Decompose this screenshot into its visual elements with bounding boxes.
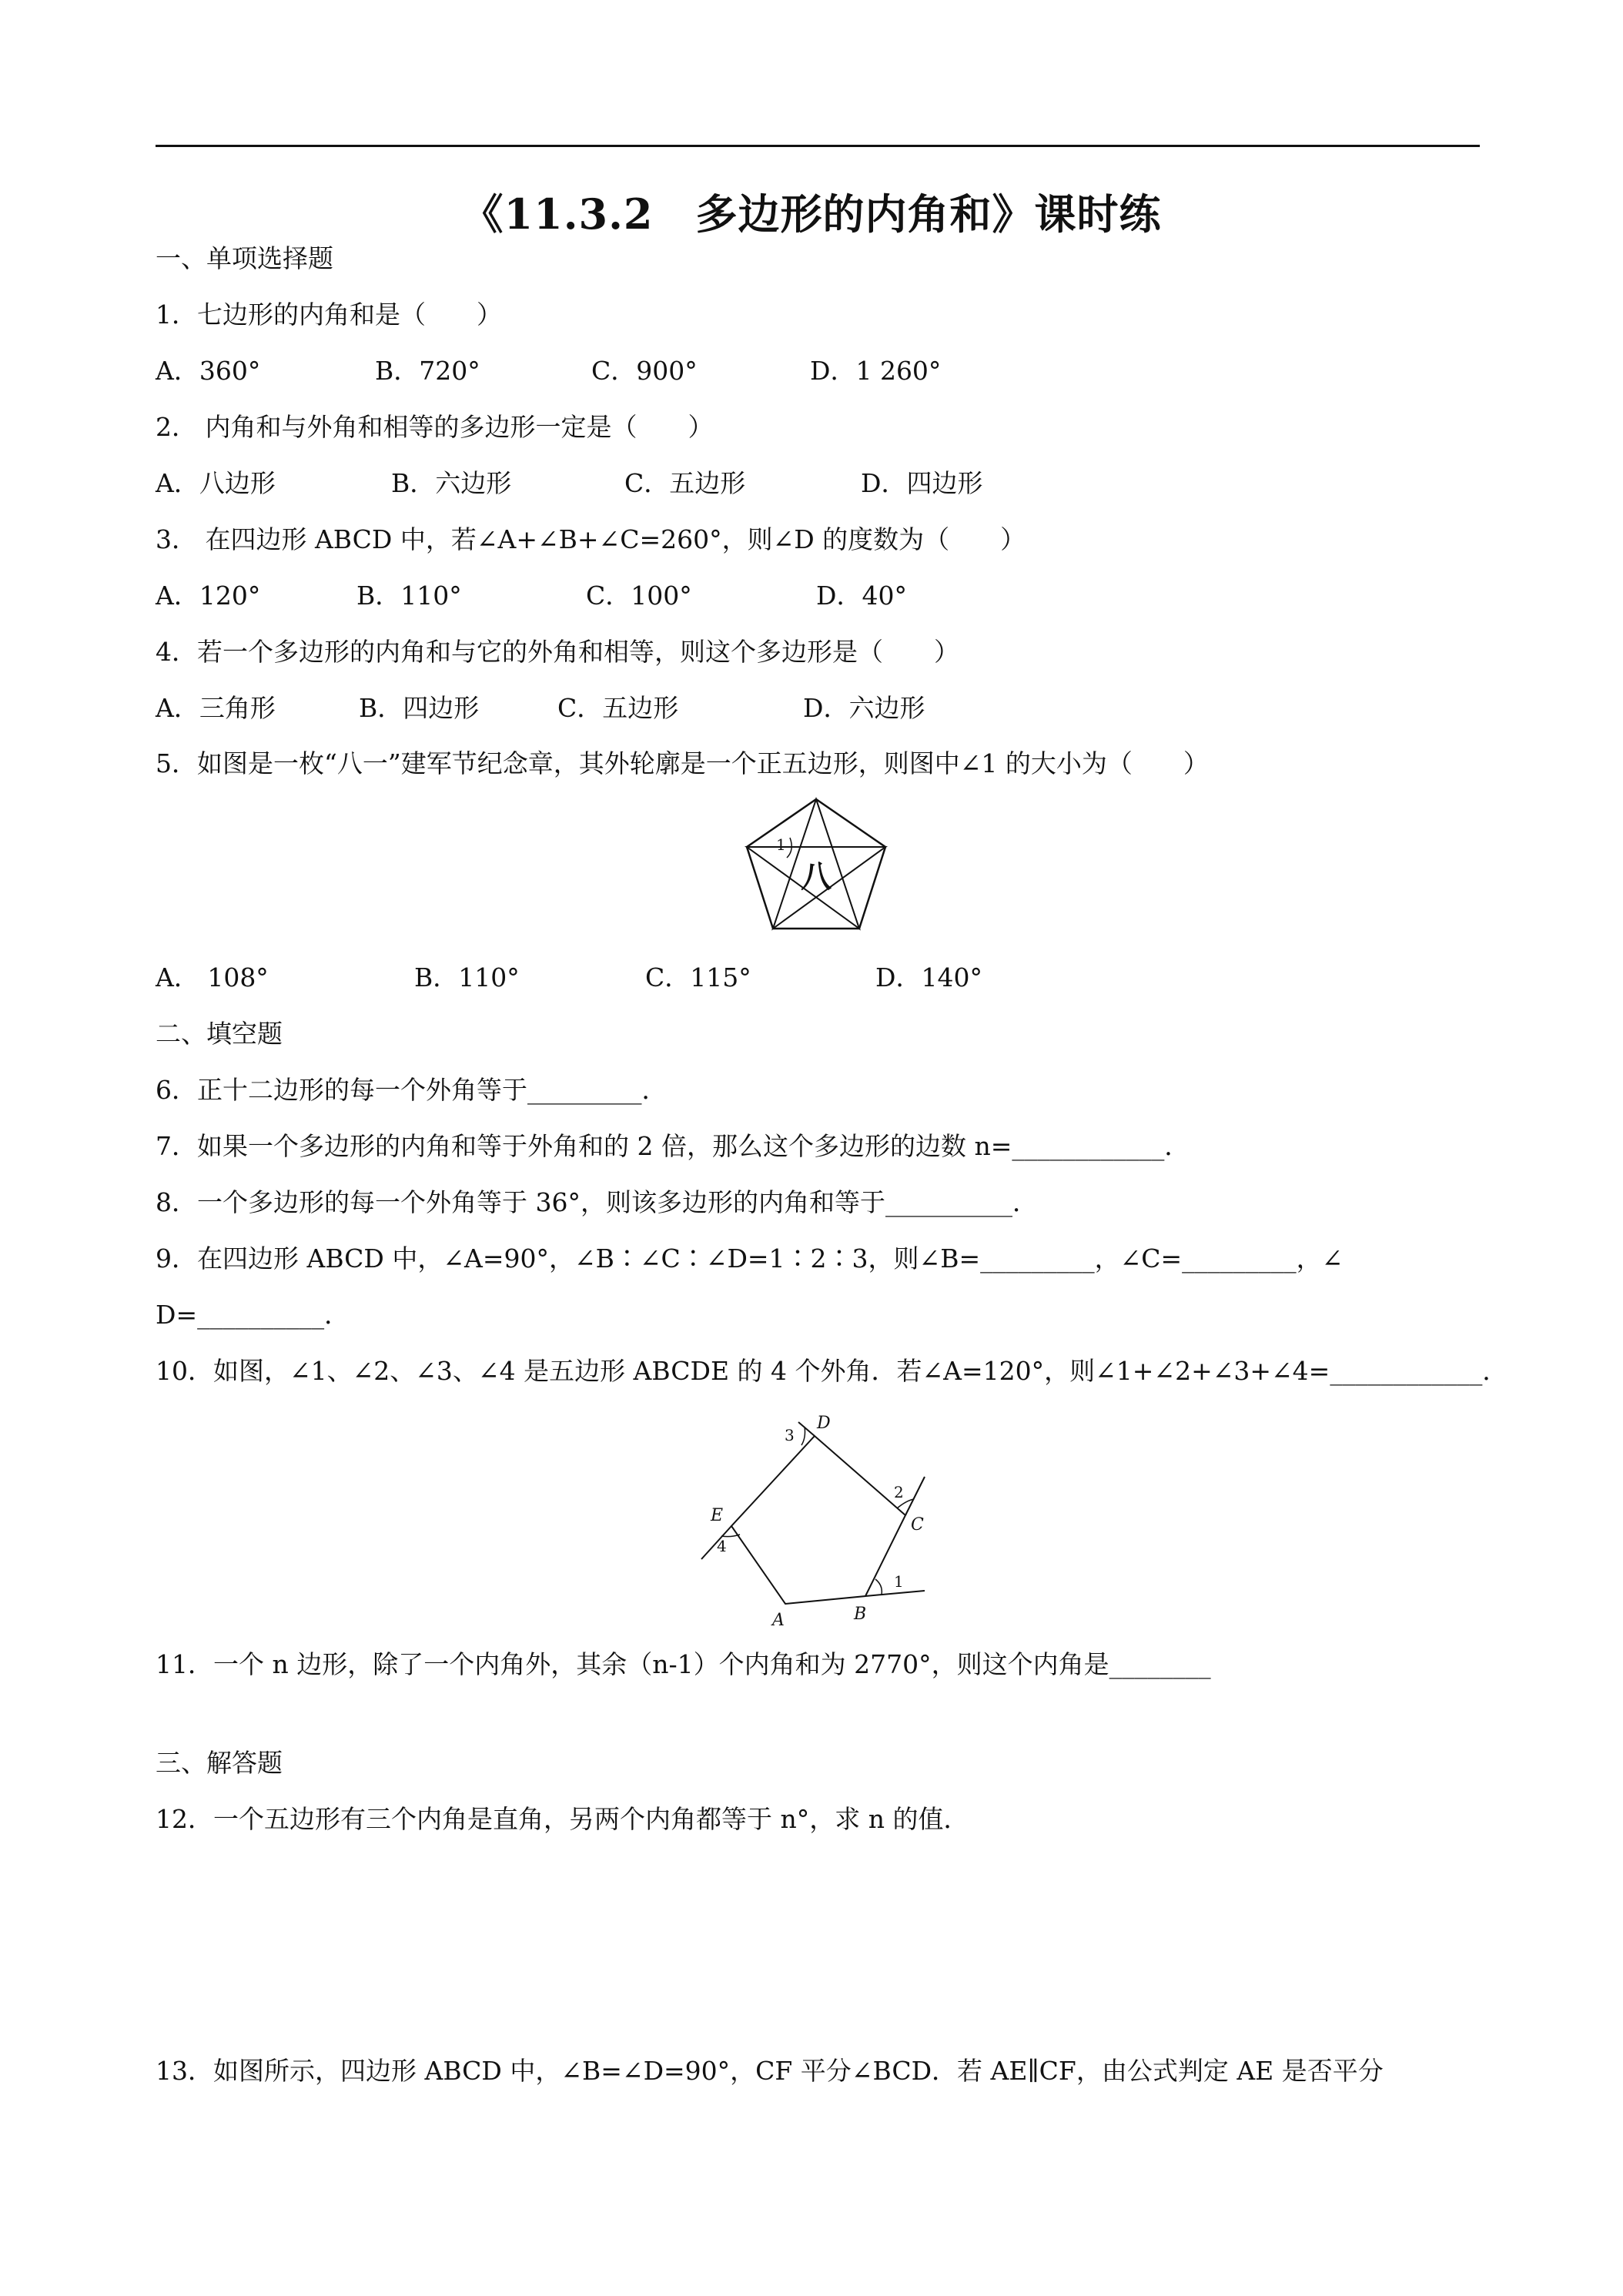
angle-1-arc (875, 1579, 882, 1595)
badge-pentagon-figure (739, 793, 893, 947)
question-9-line-2: D=__________． (156, 1300, 350, 1330)
angle-4-label: 4 (717, 1537, 727, 1555)
question-4: 4．若一个多边形的内角和与它的外角和相等，则这个多边形是（ ） (156, 637, 959, 667)
question-9-line-1: 9．在四边形 ABCD 中，∠A=90°，∠B∶∠C∶∠D=1∶2∶3，则∠B=_________，∠C=_________，∠ (156, 1243, 1344, 1274)
extension-bc (905, 1477, 925, 1515)
q4-option-d: D．六边形 (803, 693, 925, 723)
q2-option-c: C．五边形 (624, 468, 746, 498)
vertex-d-label: D (817, 1414, 831, 1433)
pentagon-abcde (731, 1436, 905, 1604)
angle-2-label: 2 (894, 1483, 904, 1501)
q3-option-a: A．120° (156, 581, 261, 611)
section-fill-in: 二、填空题 (156, 1019, 283, 1049)
question-8: 8．一个多边形的每一个外角等于 36°，则该多边形的内角和等于__________． (156, 1187, 1038, 1217)
angle-3-arc (801, 1427, 805, 1445)
vertex-a-label: A (772, 1611, 785, 1630)
question-13: 13．如图所示，四边形 ABCD 中，∠B=∠D=90°，CF 平分∠BCD．若 AE∥CF，由公式判定 AE 是否平分 (156, 2056, 1384, 2086)
badge-center-char: 八 (801, 858, 832, 895)
q1-option-a: A．360° (156, 356, 261, 386)
pentagon-exterior-angles-figure (689, 1405, 951, 1636)
page-title: 《11.3.2 多边形的内角和》课时练 (461, 189, 1162, 239)
question-7: 7．如果一个多边形的内角和等于外角和的 2 倍，那么这个多边形的边数 n=____________． (156, 1131, 1190, 1161)
angle-1-label: 1 (776, 835, 786, 854)
q1-option-b: B．720° (375, 356, 480, 386)
q2-option-d: D．四边形 (861, 468, 983, 498)
extension-ab (865, 1591, 925, 1596)
q5-option-a: A． 108° (156, 962, 269, 992)
question-3: 3． 在四边形 ABCD 中，若∠A+∠B+∠C=260°，则∠D 的度数为（ ） (156, 524, 1026, 554)
question-1: 1．七边形的内角和是（ ） (156, 300, 502, 330)
section-answer: 三、解答题 (156, 1748, 283, 1778)
angle-3-label: 3 (785, 1426, 795, 1444)
header-rule (156, 145, 1480, 147)
q5-option-b: B．110° (414, 962, 520, 992)
q2-option-a: A．八边形 (156, 468, 276, 498)
question-5: 5．如图是一枚“八一”建军节纪念章，其外轮廓是一个正五边形，则图中∠1 的大小为（ ） (156, 748, 1209, 778)
q3-option-d: D．40° (816, 581, 907, 611)
q1-option-d: D．1 260° (810, 356, 942, 386)
vertex-c-label: C (911, 1515, 924, 1535)
q1-option-c: C．900° (591, 356, 698, 386)
q3-option-c: C．100° (586, 581, 692, 611)
q5-option-c: C．115° (645, 962, 751, 992)
question-12: 12．一个五边形有三个内角是直角，另两个内角都等于 n°，求 n 的值． (156, 1804, 969, 1834)
vertex-b-label: B (854, 1605, 867, 1624)
q4-option-b: B．四边形 (359, 693, 480, 723)
q3-option-b: B．110° (356, 581, 462, 611)
q5-option-d: D．140° (875, 962, 982, 992)
extension-cd (798, 1422, 815, 1436)
q4-option-c: C．五边形 (557, 693, 679, 723)
question-10: 10．如图，∠1、∠2、∠3、∠4 是五边形 ABCDE 的 4 个外角．若∠A=120°，则∠1+∠2+∠3+∠4=____________． (156, 1356, 1508, 1386)
section-multiple-choice: 一、单项选择题 (156, 243, 333, 273)
q2-option-b: B．六边形 (391, 468, 512, 498)
q4-option-a: A．三角形 (156, 693, 276, 723)
vertex-e-label: E (711, 1506, 724, 1525)
question-6: 6．正十二边形的每一个外角等于_________． (156, 1075, 668, 1105)
angle-1-label: 1 (894, 1572, 904, 1591)
question-11: 11．一个 n 边形，除了一个内角外，其余（n-1）个内角和为 2770°，则这个内角是________ (156, 1649, 1211, 1679)
question-2: 2． 内角和与外角和相等的多边形一定是（ ） (156, 412, 714, 442)
